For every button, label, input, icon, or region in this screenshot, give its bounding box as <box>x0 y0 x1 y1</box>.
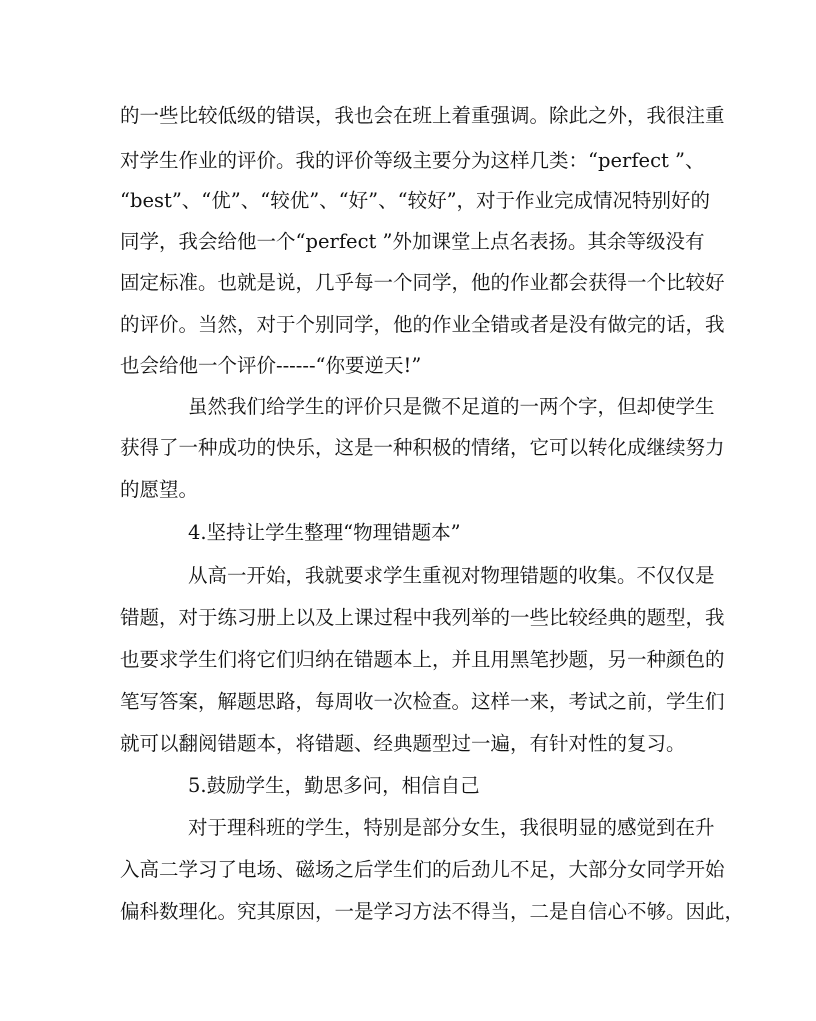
text-line: 的评价。当然，对于个别同学，他的作业全错或者是没有做完的话，我 <box>120 313 725 336</box>
text-line: 笔写答案，解题思路，每周收一次检查。这样一来，考试之前，学生们 <box>120 690 725 713</box>
text-line: 固定标准。也就是说，几乎每一个同学，他的作业都会获得一个比较好 <box>120 271 725 294</box>
text-line: 对学生作业的评价。我的评价等级主要分为这样几类：“perfect ”、 <box>120 149 705 172</box>
text-line: 偏科数理化。究其原因，一是学习方法不得当，二是自信心不够。因此， <box>120 900 745 923</box>
paragraph-first-line: 对于理科班的学生，特别是部分女生，我很明显的感觉到在升 <box>188 816 715 839</box>
text-line: 同学，我会给他一个“perfect ”外加课堂上点名表扬。其余等级没有 <box>120 230 705 253</box>
paragraph-first-line: 虽然我们给学生的评价只是微不足道的一两个字，但却使学生 <box>188 395 715 418</box>
section-heading: 5.鼓励学生，勤思多问，相信自己 <box>188 774 480 797</box>
section-heading: 4.坚持让学生整理“物理错题本” <box>188 521 461 544</box>
text-line: 就可以翻阅错题本，将错题、经典题型过一遍，有针对性的复习。 <box>120 732 686 755</box>
text-line: 也会给他一个评价------“你要逆天!” <box>120 354 422 377</box>
paragraph-first-line: 从高一开始，我就要求学生重视对物理错题的收集。不仅仅是 <box>188 564 715 587</box>
text-line: 错题，对于练习册上以及上课过程中我列举的一些比较经典的题型，我 <box>120 606 725 629</box>
text-line: 的愿望。 <box>120 478 199 501</box>
text-line: “best”、“优”、“较优”、“好”、“较好”，对于作业完成情况特别好的 <box>120 189 711 212</box>
text-line: 的一些比较低级的错误，我也会在班上着重强调。除此之外，我很注重 <box>120 104 725 127</box>
text-line: 也要求学生们将它们归纳在错题本上，并且用黑笔抄题，另一种颜色的 <box>120 648 725 671</box>
text-line: 获得了一种成功的快乐，这是一种积极的情绪，它可以转化成继续努力 <box>120 436 725 459</box>
text-line: 入高二学习了电场、磁场之后学生们的后劲儿不足，大部分女同学开始 <box>120 858 725 881</box>
